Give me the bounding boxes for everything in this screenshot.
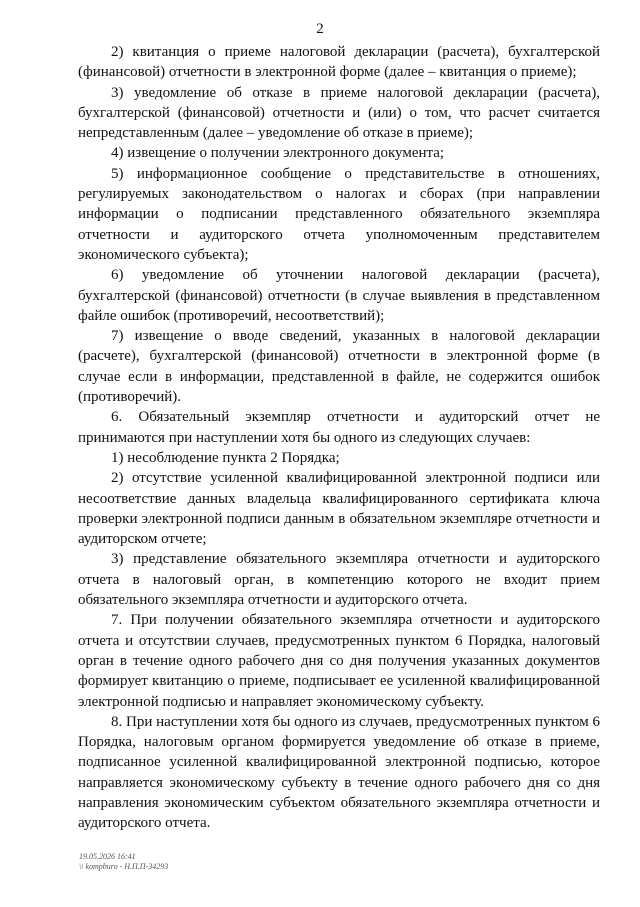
clause-6-item-3: 3) представление обязательного экземпляра отчетности и аудиторского отчета в налоговый орган, в компетенцию которого не входит прием обязательного экземпляра отчетности и аудиторского отчета. xyxy=(78,551,600,609)
clause-8: 8. При наступлении хотя бы одного из случаев, предусмотренных пунктом 6 Порядка, налоговым органом формируется уведомление об отказе в приеме, подписанное усиленной квалифицированной электронной подписью, которое направляется экономическому субъекту в течение одного рабочего дня со дня направления экономическим субъектом обязательного экземпляра отчетности и аудиторского отчета. xyxy=(78,713,600,832)
list-item-2-receipt: 2) квитанция о приеме налоговой декларации (расчета), бухгалтерской (финансовой) отчетности в электронной форме (далее – квитанция о приеме); xyxy=(78,44,600,81)
document-body xyxy=(78,42,600,834)
footer-timestamp: 19.05.2026 16:41 xyxy=(79,852,136,861)
list-item-5-info-message: 5) информационное сообщение о представительстве в отношениях, регулируемых законодательством о налогах и сборах (при направлении информации о подписании представленного обязательного экземпляра отчетности и аудиторского отчета уполномоченным представителем экономического субъекта); xyxy=(78,165,600,263)
footer-file-reference: \\ kompburo - Н.П.П-34293 xyxy=(79,862,169,871)
list-item-7-entry-notice: 7) извещение о вводе сведений, указанных в налоговой декларации (расчете), бухгалтерской (финансовой) отчетности в электронной форме (в случае если в информации, представленной в файле, не содержится ошибок (противоречий). xyxy=(78,328,600,406)
list-item-4-receipt-notice: 4) извещение о получении электронного документа; xyxy=(111,145,445,162)
list-item-6-clarification-notice: 6) уведомление об уточнении налоговой декларации (расчета), бухгалтерской (финансовой) отчетности (в случае выявления в представленном файле ошибок (противоречий, несоответствий); xyxy=(78,267,600,324)
clause-6: 6. Обязательный экземпляр отчетности и аудиторский отчет не принимаются при наступлении хотя бы одного из следующих случаев: xyxy=(78,409,600,446)
list-item-3-refusal-notice: 3) уведомление об отказе в приеме налоговой декларации (расчета), бухгалтерской (финансовой) отчетности и (или) о том, что расчет считается непредставленным (далее – уведомление об отказе в приеме); xyxy=(78,84,600,142)
clause-6-item-2: 2) отсутствие усиленной квалифицированной электронной подписи или несоответствие данных владельца квалифицированного сертификата ключа проверки электронной подписи данным в обязательном экземпляре отчетности и аудиторском отчете; xyxy=(78,470,600,548)
clause-7: 7. При получении обязательного экземпляра отчетности и аудиторского отчета и отсутствии случаев, предусмотренных пунктом 6 Порядка, налоговый орган в течение одного рабочего дня со дня получения указанных документов формирует квитанцию о приеме, подписывает ее усиленной квалифицированной электронной подписью и направляет экономическому субъекту. xyxy=(78,612,600,710)
clause-6-item-1: 1) несоблюдение пункта 2 Порядка; xyxy=(111,449,340,466)
page-number: 2 xyxy=(316,21,324,37)
document-footer-stamp xyxy=(79,852,168,872)
